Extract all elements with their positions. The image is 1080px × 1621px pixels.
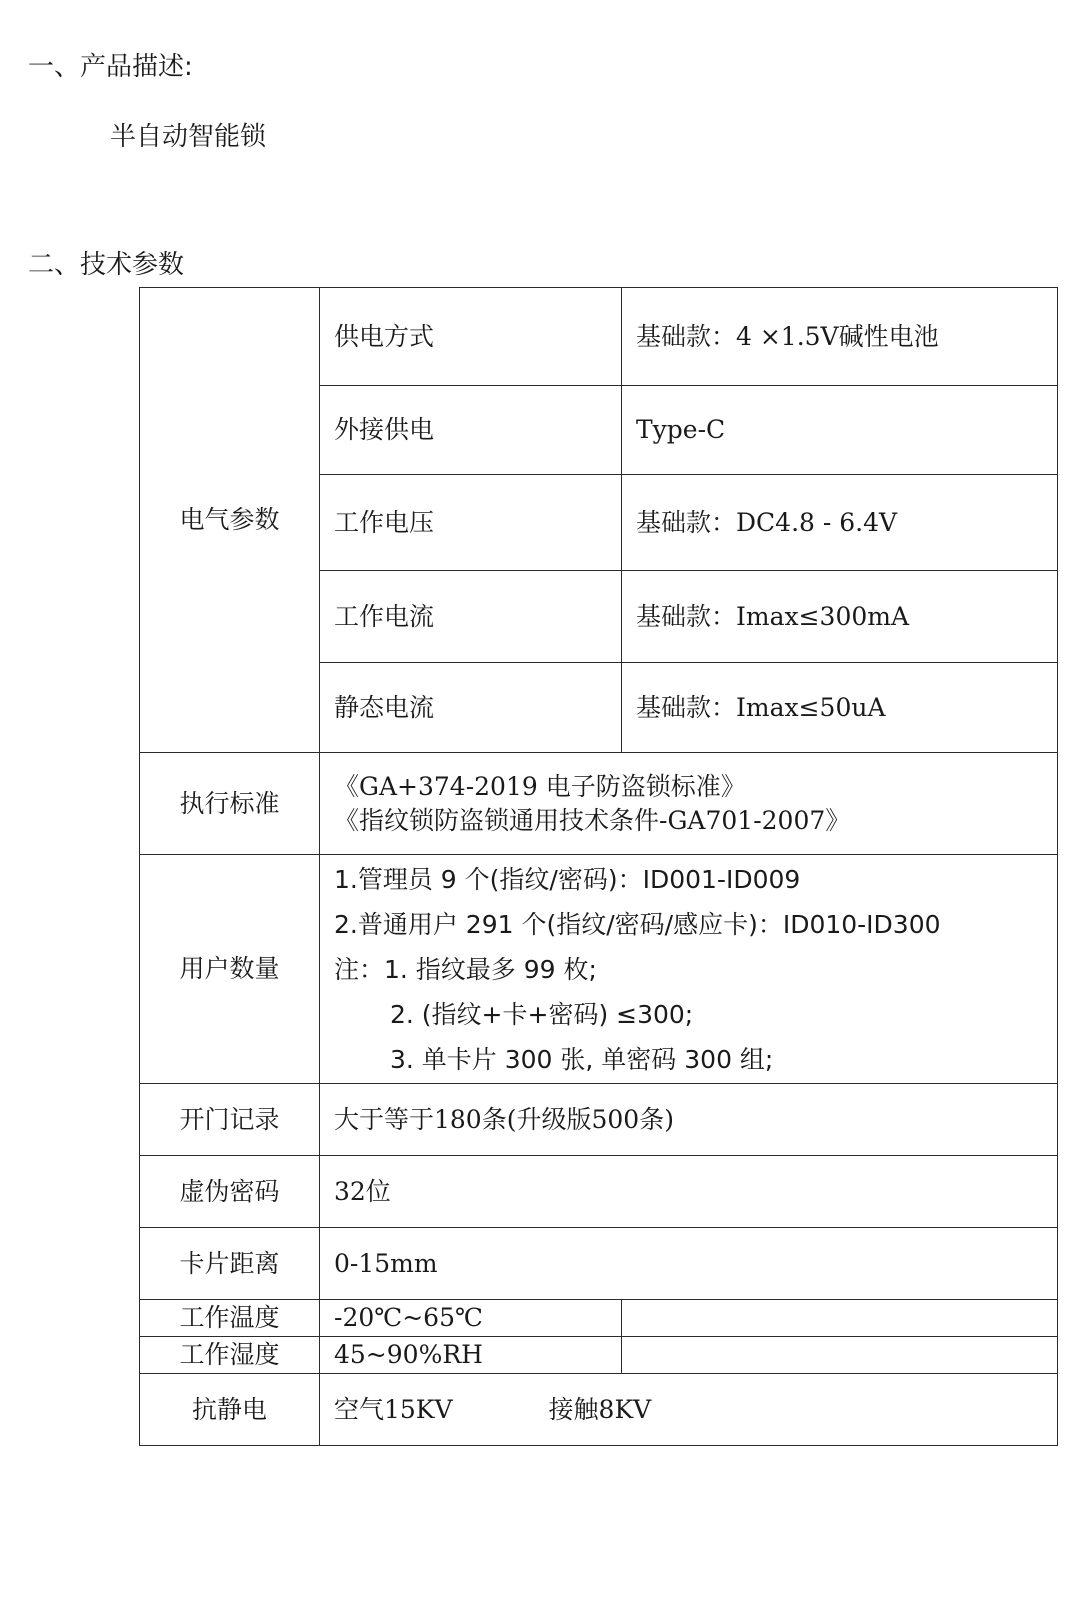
param-value: 基础款：Imax≤50uA bbox=[622, 663, 1058, 753]
standard-cell bbox=[320, 753, 1058, 855]
param-value: 基础款：DC4.8 - 6.4V bbox=[622, 475, 1058, 571]
category-fake-password: 虚伪密码 bbox=[140, 1156, 320, 1228]
table-row bbox=[140, 288, 1058, 386]
users-line: 2.普通用户 291 个(指纹/密码/感应卡)：ID010-ID300 bbox=[334, 909, 941, 939]
records-value: 大于等于180条(升级版500条) bbox=[320, 1084, 1058, 1156]
param-name: 工作电流 bbox=[320, 571, 622, 663]
users-line: 3. 单卡片 300 张, 单密码 300 组; bbox=[390, 1044, 774, 1074]
param-value: 基础款：Imax≤300mA bbox=[622, 571, 1058, 663]
section-2-title: 二、技术参数 bbox=[28, 250, 185, 280]
param-value: 基础款：4 ×1.5V碱性电池 bbox=[622, 288, 1058, 386]
empty-cell bbox=[622, 1337, 1058, 1374]
category-humidity: 工作湿度 bbox=[140, 1337, 320, 1374]
table-row bbox=[140, 855, 1058, 1084]
category-electrical: 电气参数 bbox=[140, 288, 320, 753]
standard-line: 《GA+374-2019 电子防盗锁标准》 bbox=[334, 771, 746, 801]
category-records: 开门记录 bbox=[140, 1084, 320, 1156]
table-row bbox=[140, 1337, 1058, 1374]
table-row bbox=[140, 1300, 1058, 1337]
param-name: 外接供电 bbox=[320, 386, 622, 475]
table-row bbox=[140, 753, 1058, 855]
table-row bbox=[140, 1156, 1058, 1228]
esd-cell bbox=[320, 1374, 1058, 1446]
category-users: 用户数量 bbox=[140, 855, 320, 1084]
users-line: 注：1. 指纹最多 99 枚; bbox=[334, 954, 597, 984]
table-row bbox=[140, 1374, 1058, 1446]
param-name: 工作电压 bbox=[320, 475, 622, 571]
humidity-value: 45~90%RH bbox=[320, 1337, 622, 1374]
param-name: 供电方式 bbox=[320, 288, 622, 386]
esd-air-value: 空气15KV bbox=[334, 1394, 453, 1424]
spec-table bbox=[139, 287, 1058, 1446]
temperature-value: -20℃~65℃ bbox=[320, 1300, 622, 1337]
category-temperature: 工作温度 bbox=[140, 1300, 320, 1337]
standard-line: 《指纹锁防盗锁通用技术条件-GA701-2007》 bbox=[334, 805, 851, 835]
section-1-title: 一、产品描述: bbox=[28, 52, 193, 82]
param-name: 静态电流 bbox=[320, 663, 622, 753]
users-cell bbox=[320, 855, 1058, 1084]
fake-password-value: 32位 bbox=[320, 1156, 1058, 1228]
table-row bbox=[140, 1228, 1058, 1300]
category-card-distance: 卡片距离 bbox=[140, 1228, 320, 1300]
esd-contact-value: 接触8KV bbox=[548, 1394, 652, 1424]
users-line: 1.管理员 9 个(指纹/密码)：ID001-ID009 bbox=[334, 864, 801, 894]
card-distance-value: 0-15mm bbox=[320, 1228, 1058, 1300]
product-description: 半自动智能锁 bbox=[110, 122, 267, 152]
category-esd: 抗静电 bbox=[140, 1374, 320, 1446]
empty-cell bbox=[622, 1300, 1058, 1337]
users-line: 2. (指纹+卡+密码) ≤300; bbox=[390, 999, 694, 1029]
param-value: Type-C bbox=[622, 386, 1058, 475]
category-standard: 执行标准 bbox=[140, 753, 320, 855]
table-row bbox=[140, 1084, 1058, 1156]
